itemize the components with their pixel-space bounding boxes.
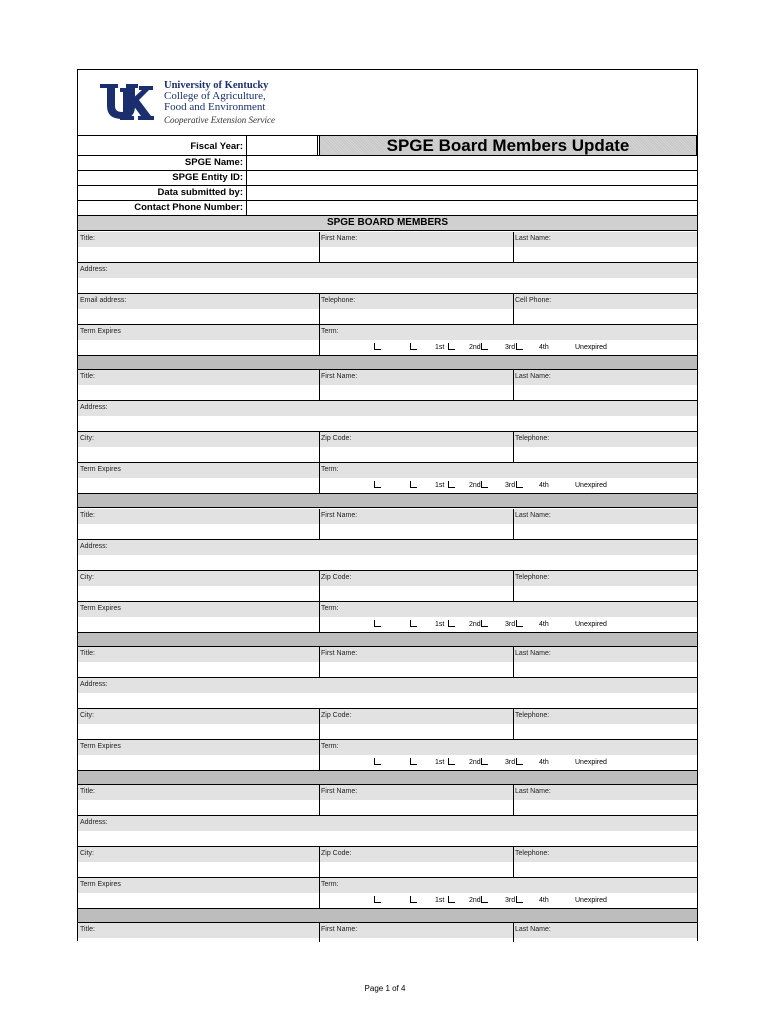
- contact-row[interactable]: [78, 709, 697, 740]
- info-input[interactable]: [246, 186, 697, 200]
- term-options: [78, 343, 697, 355]
- info-label: Fiscal Year:: [190, 141, 243, 152]
- section-heading: SPGE BOARD MEMBERS: [78, 216, 697, 231]
- label-band: [78, 785, 697, 800]
- column-divider: [319, 509, 320, 539]
- zip-code-label: Zip Code:: [321, 435, 352, 442]
- term-row[interactable]: [78, 740, 697, 771]
- page-number: Page 1 of 4: [364, 984, 406, 993]
- column-divider: [319, 785, 320, 815]
- column-divider: [513, 785, 514, 815]
- zip-code-label: Zip Code:: [321, 850, 352, 857]
- term-checkbox[interactable]: [481, 896, 488, 903]
- label-band: [78, 540, 697, 555]
- term-option-label: 2nd: [469, 621, 481, 628]
- column-divider: [513, 709, 514, 739]
- info-row: [78, 171, 697, 186]
- member-block: [78, 647, 697, 785]
- fiscal-year-input[interactable]: [246, 136, 318, 155]
- term-option-label: Unexpired: [575, 897, 607, 904]
- term-option-label: 3rd: [505, 482, 516, 489]
- column-divider: [319, 294, 320, 324]
- column-divider: [513, 923, 514, 942]
- address-label: Address:: [80, 404, 108, 411]
- contact-row[interactable]: [78, 847, 697, 878]
- address-row[interactable]: [78, 816, 697, 847]
- city-label: City:: [80, 435, 94, 442]
- term-expires-label: Term Expires: [80, 743, 121, 750]
- name-row[interactable]: [78, 923, 697, 942]
- telephone-label: Telephone:: [515, 850, 550, 857]
- logo-line-food: Food and Environment: [164, 101, 266, 113]
- term-checkbox[interactable]: [410, 896, 417, 903]
- term-option-label: 3rd: [505, 344, 516, 351]
- term-checkbox[interactable]: [481, 620, 488, 627]
- term-label: Term:: [321, 881, 339, 888]
- telephone-label: Telephone:: [321, 297, 356, 304]
- term-label: Term:: [321, 328, 339, 335]
- contact-row[interactable]: [78, 432, 697, 463]
- info-label: Data submitted by:: [157, 187, 243, 198]
- column-divider: [513, 370, 514, 400]
- column-divider: [319, 923, 320, 942]
- uk-logo-icon: [98, 82, 154, 122]
- column-divider: [319, 571, 320, 601]
- member-separator: [78, 771, 697, 785]
- term-row[interactable]: [78, 463, 697, 494]
- column-divider: [513, 647, 514, 677]
- label-band: [78, 709, 697, 724]
- label-band: [78, 294, 697, 309]
- term-option-label: 1st: [435, 897, 445, 904]
- title-label: Title:: [80, 926, 95, 933]
- term-label: Term:: [321, 743, 339, 750]
- address-row[interactable]: [78, 263, 697, 294]
- term-checkbox[interactable]: [374, 758, 381, 765]
- contact-row[interactable]: [78, 294, 697, 325]
- info-row: [78, 186, 697, 201]
- last-name-label: Last Name:: [515, 235, 551, 242]
- label-band: [78, 401, 697, 416]
- telephone-label: Telephone:: [515, 712, 550, 719]
- term-option-label: 1st: [435, 621, 445, 628]
- telephone-label: Telephone:: [515, 435, 550, 442]
- label-band: [78, 923, 697, 938]
- term-checkbox[interactable]: [516, 620, 523, 627]
- term-option-label: 2nd: [469, 897, 481, 904]
- term-row[interactable]: [78, 602, 697, 633]
- term-option-label: 4th: [539, 897, 549, 904]
- info-row: [78, 201, 697, 216]
- member-separator: [78, 356, 697, 370]
- term-options: [78, 758, 697, 770]
- term-option-label: 4th: [539, 482, 549, 489]
- term-checkbox[interactable]: [448, 896, 455, 903]
- label-band: [78, 509, 697, 524]
- last-name-label: Last Name:: [515, 650, 551, 657]
- term-label: Term:: [321, 466, 339, 473]
- member-separator: [78, 909, 697, 923]
- form-page: [77, 69, 698, 941]
- column-divider: [319, 370, 320, 400]
- term-checkbox[interactable]: [448, 620, 455, 627]
- name-row[interactable]: [78, 785, 697, 816]
- column-divider: [319, 432, 320, 462]
- member-block: [78, 370, 697, 508]
- contact-row[interactable]: [78, 571, 697, 602]
- last-name-label: Last Name:: [515, 512, 551, 519]
- first-name-label: First Name:: [321, 926, 358, 933]
- label-band: [78, 370, 697, 385]
- term-checkbox[interactable]: [410, 481, 417, 488]
- title-label: Title:: [80, 373, 95, 380]
- term-option-label: Unexpired: [575, 759, 607, 766]
- term-options: [78, 896, 697, 908]
- column-divider: [319, 232, 320, 262]
- email-label: Email address:: [80, 297, 127, 304]
- first-name-label: First Name:: [321, 512, 358, 519]
- term-checkbox[interactable]: [410, 758, 417, 765]
- term-option-label: 3rd: [505, 897, 516, 904]
- first-name-label: First Name:: [321, 788, 358, 795]
- info-input[interactable]: [246, 171, 697, 185]
- term-option-label: 4th: [539, 759, 549, 766]
- member-block: [78, 232, 697, 370]
- last-name-label: Last Name:: [515, 788, 551, 795]
- info-row: [78, 136, 697, 156]
- term-option-label: 2nd: [469, 482, 481, 489]
- cell-phone-label: Cell Phone:: [515, 297, 552, 304]
- logo-text: [164, 80, 275, 126]
- member-block: [78, 785, 697, 923]
- term-option-label: 3rd: [505, 621, 516, 628]
- info-label: SPGE Entity ID:: [172, 172, 243, 183]
- address-label: Address:: [80, 543, 108, 550]
- term-checkbox[interactable]: [374, 620, 381, 627]
- term-checkbox[interactable]: [481, 343, 488, 350]
- term-checkbox[interactable]: [516, 896, 523, 903]
- first-name-label: First Name:: [321, 235, 358, 242]
- city-label: City:: [80, 574, 94, 581]
- term-option-label: 3rd: [505, 759, 516, 766]
- term-option-label: 2nd: [469, 759, 481, 766]
- term-option-label: Unexpired: [575, 621, 607, 628]
- term-checkbox[interactable]: [481, 758, 488, 765]
- address-row[interactable]: [78, 678, 697, 709]
- label-band: [78, 463, 697, 478]
- label-band: [78, 740, 697, 755]
- address-label: Address:: [80, 266, 108, 273]
- form-title: SPGE Board Members Update: [319, 135, 697, 156]
- first-name-label: First Name:: [321, 373, 358, 380]
- term-expires-label: Term Expires: [80, 605, 121, 612]
- term-checkbox[interactable]: [516, 343, 523, 350]
- logo-line-college: College of Agriculture,: [164, 90, 266, 102]
- info-label: Contact Phone Number:: [134, 202, 243, 213]
- term-checkbox[interactable]: [374, 343, 381, 350]
- member-block: [78, 509, 697, 647]
- name-row[interactable]: [78, 370, 697, 401]
- column-divider: [319, 709, 320, 739]
- term-option-label: Unexpired: [575, 482, 607, 489]
- member-separator: [78, 633, 697, 647]
- label-band: [78, 878, 697, 893]
- term-checkbox[interactable]: [448, 758, 455, 765]
- term-checkbox[interactable]: [410, 620, 417, 627]
- label-band: [78, 816, 697, 831]
- term-option-label: 2nd: [469, 344, 481, 351]
- last-name-label: Last Name:: [515, 926, 551, 933]
- info-row: [78, 156, 697, 171]
- name-row[interactable]: [78, 232, 697, 263]
- column-divider: [319, 647, 320, 677]
- title-label: Title:: [80, 650, 95, 657]
- term-options: [78, 620, 697, 632]
- term-row[interactable]: [78, 878, 697, 909]
- column-divider: [513, 847, 514, 877]
- city-label: City:: [80, 850, 94, 857]
- last-name-label: Last Name:: [515, 373, 551, 380]
- term-checkbox[interactable]: [448, 343, 455, 350]
- term-checkbox[interactable]: [374, 896, 381, 903]
- term-expires-label: Term Expires: [80, 881, 121, 888]
- term-checkbox[interactable]: [374, 481, 381, 488]
- member-block: [78, 923, 697, 942]
- column-divider: [513, 432, 514, 462]
- letterhead: [78, 70, 697, 136]
- term-checkbox[interactable]: [410, 343, 417, 350]
- term-option-label: 4th: [539, 621, 549, 628]
- address-label: Address:: [80, 819, 108, 826]
- label-band: [78, 602, 697, 617]
- column-divider: [513, 571, 514, 601]
- term-option-label: Unexpired: [575, 344, 607, 351]
- info-input[interactable]: [246, 201, 697, 215]
- zip-code-label: Zip Code:: [321, 574, 352, 581]
- name-row[interactable]: [78, 509, 697, 540]
- column-divider: [513, 509, 514, 539]
- column-divider: [513, 294, 514, 324]
- term-option-label: 1st: [435, 759, 445, 766]
- logo-line-university: University of Kentucky: [164, 80, 269, 91]
- term-option-label: 4th: [539, 344, 549, 351]
- logo-line-extension: Cooperative Extension Service: [164, 115, 275, 125]
- first-name-label: First Name:: [321, 650, 358, 657]
- city-label: City:: [80, 712, 94, 719]
- term-option-label: 1st: [435, 482, 445, 489]
- label-band: [78, 647, 697, 662]
- term-expires-label: Term Expires: [80, 328, 121, 335]
- member-separator: [78, 494, 697, 508]
- telephone-label: Telephone:: [515, 574, 550, 581]
- title-label: Title:: [80, 235, 95, 242]
- address-row[interactable]: [78, 540, 697, 571]
- term-checkbox[interactable]: [481, 481, 488, 488]
- term-checkbox[interactable]: [448, 481, 455, 488]
- term-checkbox[interactable]: [516, 481, 523, 488]
- label-band: [78, 325, 697, 340]
- name-row[interactable]: [78, 647, 697, 678]
- column-divider: [319, 847, 320, 877]
- title-label: Title:: [80, 512, 95, 519]
- label-band: [78, 678, 697, 693]
- term-option-label: 1st: [435, 344, 445, 351]
- info-label: SPGE Name:: [184, 157, 243, 168]
- label-band: [78, 263, 697, 278]
- term-expires-label: Term Expires: [80, 466, 121, 473]
- label-band: [78, 232, 697, 247]
- label-band: [78, 571, 697, 586]
- column-divider: [513, 232, 514, 262]
- term-options: [78, 481, 697, 493]
- info-input[interactable]: [246, 156, 697, 170]
- term-checkbox[interactable]: [516, 758, 523, 765]
- term-label: Term:: [321, 605, 339, 612]
- address-label: Address:: [80, 681, 108, 688]
- label-band: [78, 432, 697, 447]
- address-row[interactable]: [78, 401, 697, 432]
- label-band: [78, 847, 697, 862]
- term-row[interactable]: [78, 325, 697, 356]
- zip-code-label: Zip Code:: [321, 712, 352, 719]
- title-label: Title:: [80, 788, 95, 795]
